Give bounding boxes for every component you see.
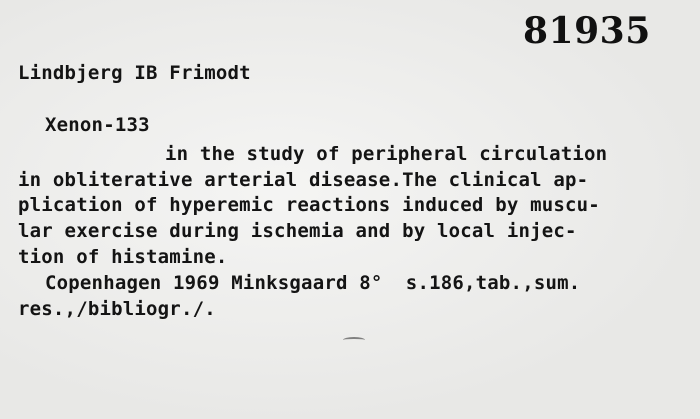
title-line: in the study of peripheral circulation (165, 143, 608, 165)
title-heading: Xenon-133 (45, 114, 150, 136)
title-line: plication of hyperemic reactions induced by muscu- (18, 194, 600, 216)
author: Lindbjerg IB Frimodt (18, 62, 251, 84)
title-line: lar exercise during ischemia and by local injec- (18, 220, 577, 242)
ink-smudge (343, 337, 365, 343)
catalog-number: 81935 (523, 10, 651, 52)
imprint-line: Copenhagen 1969 Minksgaard 8° s.186,tab.,sum. (45, 272, 581, 294)
title-line: tion of histamine. (18, 246, 228, 268)
imprint-line: res.,/bibliogr./. (18, 298, 216, 320)
title-line: in obliterative arterial disease.The clinical ap- (18, 169, 589, 191)
